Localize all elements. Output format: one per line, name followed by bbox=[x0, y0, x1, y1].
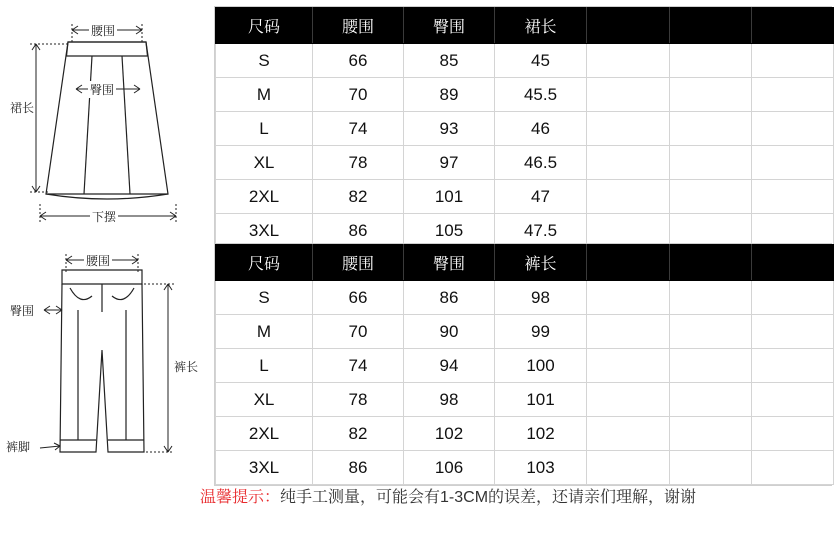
cell-size: 2XL bbox=[216, 417, 313, 451]
cell-hip: 89 bbox=[404, 78, 495, 112]
cell-blank-2 bbox=[670, 349, 752, 383]
cell-waist: 70 bbox=[313, 315, 404, 349]
pants-size-table-wrapper bbox=[214, 243, 832, 486]
column-header-size: 尺码 bbox=[216, 8, 313, 44]
table-row bbox=[216, 383, 834, 417]
column-header-size: 尺码 bbox=[216, 245, 313, 281]
cell-blank-2 bbox=[670, 451, 752, 485]
cell-length: 101 bbox=[495, 383, 587, 417]
measurement-note bbox=[200, 484, 830, 507]
skirt-size-table-wrapper bbox=[214, 6, 832, 249]
cell-size: M bbox=[216, 315, 313, 349]
pants-size-table bbox=[215, 244, 834, 485]
column-header-blank-3 bbox=[752, 245, 834, 281]
cell-hip: 90 bbox=[404, 315, 495, 349]
cell-hip: 94 bbox=[404, 349, 495, 383]
skirt-diagram bbox=[0, 4, 212, 236]
cell-blank-2 bbox=[670, 112, 752, 146]
cell-hip: 101 bbox=[404, 180, 495, 214]
cell-hip: 85 bbox=[404, 44, 495, 78]
cell-size: 3XL bbox=[216, 214, 313, 248]
pants-diagram bbox=[0, 240, 212, 480]
column-header-length: 裤长 bbox=[495, 245, 587, 281]
cell-length: 103 bbox=[495, 451, 587, 485]
cell-waist: 66 bbox=[313, 281, 404, 315]
cell-hip: 102 bbox=[404, 417, 495, 451]
cell-length: 98 bbox=[495, 281, 587, 315]
cell-blank-1 bbox=[587, 112, 670, 146]
table-row bbox=[216, 349, 834, 383]
cell-size: L bbox=[216, 349, 313, 383]
column-header-blank-1 bbox=[587, 245, 670, 281]
cell-waist: 74 bbox=[313, 349, 404, 383]
cell-blank-3 bbox=[752, 417, 834, 451]
cell-length: 102 bbox=[495, 417, 587, 451]
cell-hip: 106 bbox=[404, 451, 495, 485]
table-row bbox=[216, 112, 834, 146]
cell-blank-1 bbox=[587, 315, 670, 349]
cell-blank-2 bbox=[670, 44, 752, 78]
cell-size: S bbox=[216, 281, 313, 315]
cell-length: 45 bbox=[495, 44, 587, 78]
diagram-column bbox=[0, 0, 212, 544]
cell-waist: 78 bbox=[313, 383, 404, 417]
column-header-blank-2 bbox=[670, 8, 752, 44]
cell-blank-3 bbox=[752, 180, 834, 214]
cell-size: L bbox=[216, 112, 313, 146]
skirt-size-table bbox=[215, 7, 834, 248]
pants-cuff-label: 裤脚 bbox=[6, 440, 31, 454]
cell-blank-2 bbox=[670, 281, 752, 315]
cell-length: 46 bbox=[495, 112, 587, 146]
cell-waist: 86 bbox=[313, 451, 404, 485]
table-header-row bbox=[216, 245, 834, 281]
cell-size: 3XL bbox=[216, 451, 313, 485]
cell-hip: 98 bbox=[404, 383, 495, 417]
cell-blank-2 bbox=[670, 180, 752, 214]
skirt-hip-label: 臀围 bbox=[90, 83, 115, 97]
cell-blank-2 bbox=[670, 417, 752, 451]
skirt-waist-label: 腰围 bbox=[91, 24, 116, 38]
cell-hip: 105 bbox=[404, 214, 495, 248]
table-row bbox=[216, 315, 834, 349]
cell-length: 47 bbox=[495, 180, 587, 214]
cell-blank-3 bbox=[752, 315, 834, 349]
cell-hip: 86 bbox=[404, 281, 495, 315]
cell-size: XL bbox=[216, 383, 313, 417]
table-row bbox=[216, 146, 834, 180]
cell-length: 45.5 bbox=[495, 78, 587, 112]
cell-hip: 93 bbox=[404, 112, 495, 146]
note-text: 纯手工测量，可能会有1-3CM的误差，还请亲们理解，谢谢 bbox=[280, 489, 697, 506]
pants-waist-label: 腰围 bbox=[86, 254, 111, 268]
cell-blank-3 bbox=[752, 78, 834, 112]
cell-blank-2 bbox=[670, 315, 752, 349]
column-header-length: 裙长 bbox=[495, 8, 587, 44]
cell-blank-2 bbox=[670, 383, 752, 417]
cell-blank-3 bbox=[752, 281, 834, 315]
column-header-hip: 臀围 bbox=[404, 8, 495, 44]
cell-length: 100 bbox=[495, 349, 587, 383]
cell-blank-1 bbox=[587, 78, 670, 112]
cell-waist: 86 bbox=[313, 214, 404, 248]
cell-blank-1 bbox=[587, 383, 670, 417]
cell-blank-1 bbox=[587, 451, 670, 485]
cell-blank-1 bbox=[587, 180, 670, 214]
cell-length: 47.5 bbox=[495, 214, 587, 248]
cell-blank-3 bbox=[752, 112, 834, 146]
cell-blank-2 bbox=[670, 78, 752, 112]
cell-blank-3 bbox=[752, 451, 834, 485]
cell-blank-1 bbox=[587, 44, 670, 78]
column-header-blank-2 bbox=[670, 245, 752, 281]
cell-blank-2 bbox=[670, 146, 752, 180]
cell-blank-1 bbox=[587, 417, 670, 451]
pants-hip-label: 臀围 bbox=[10, 304, 35, 318]
skirt-hem-label: 下摆 bbox=[92, 210, 117, 224]
cell-blank-1 bbox=[587, 146, 670, 180]
skirt-length-label: 裙长 bbox=[10, 101, 35, 115]
table-row bbox=[216, 451, 834, 485]
table-header-row bbox=[216, 8, 834, 44]
cell-blank-1 bbox=[587, 281, 670, 315]
cell-blank-1 bbox=[587, 349, 670, 383]
table-row bbox=[216, 78, 834, 112]
table-row bbox=[216, 44, 834, 78]
cell-size: S bbox=[216, 44, 313, 78]
column-header-waist: 腰围 bbox=[313, 8, 404, 44]
cell-waist: 78 bbox=[313, 146, 404, 180]
cell-waist: 70 bbox=[313, 78, 404, 112]
column-header-waist: 腰围 bbox=[313, 245, 404, 281]
cell-blank-3 bbox=[752, 349, 834, 383]
cell-blank-3 bbox=[752, 44, 834, 78]
cell-waist: 66 bbox=[313, 44, 404, 78]
column-header-blank-3 bbox=[752, 8, 834, 44]
column-header-hip: 臀围 bbox=[404, 245, 495, 281]
table-row bbox=[216, 281, 834, 315]
cell-waist: 82 bbox=[313, 180, 404, 214]
cell-blank-3 bbox=[752, 383, 834, 417]
table-row bbox=[216, 180, 834, 214]
note-highlight: 温馨提示： bbox=[200, 489, 281, 506]
cell-waist: 74 bbox=[313, 112, 404, 146]
cell-size: XL bbox=[216, 146, 313, 180]
pants-length-label: 裤长 bbox=[174, 360, 199, 374]
cell-size: 2XL bbox=[216, 180, 313, 214]
cell-length: 99 bbox=[495, 315, 587, 349]
column-header-blank-1 bbox=[587, 8, 670, 44]
table-row bbox=[216, 417, 834, 451]
cell-size: M bbox=[216, 78, 313, 112]
cell-hip: 97 bbox=[404, 146, 495, 180]
cell-blank-3 bbox=[752, 146, 834, 180]
cell-length: 46.5 bbox=[495, 146, 587, 180]
cell-waist: 82 bbox=[313, 417, 404, 451]
